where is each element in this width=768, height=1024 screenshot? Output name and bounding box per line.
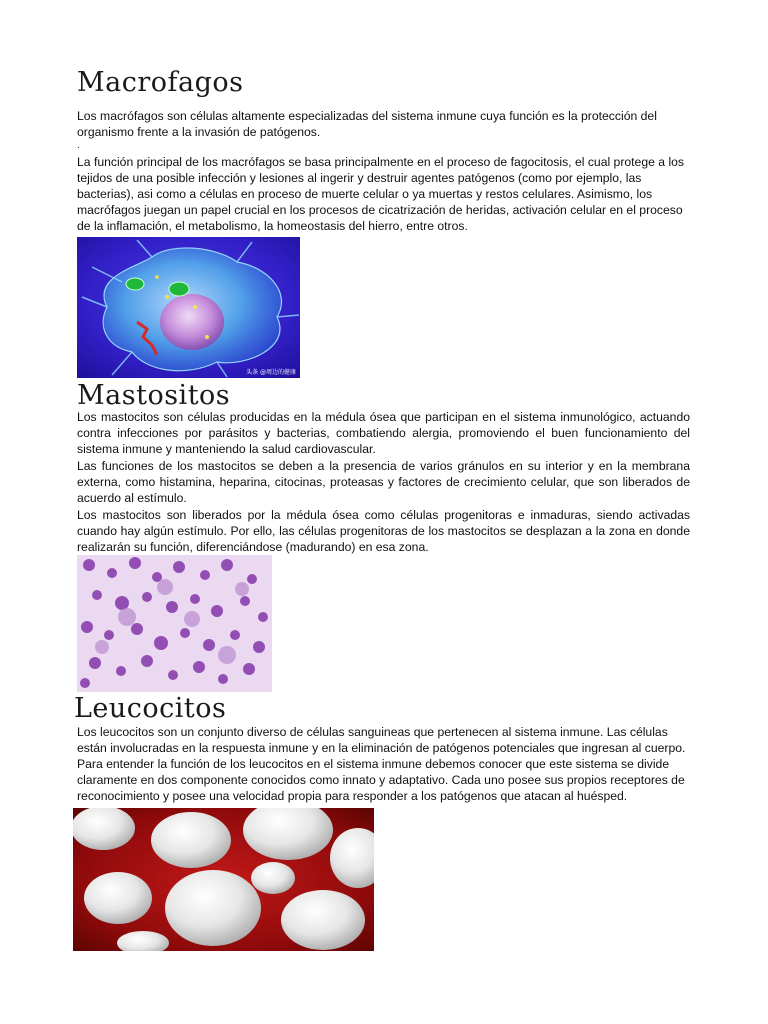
macrophage-illustration: [77, 237, 300, 378]
macrofagos-paragraph-1: Los macrófagos son células altamente especializadas del sistema inmune cuya función es la protección del organismo frente a la invasión de patógenos.: [77, 109, 657, 139]
mast-cells-illustration: [77, 555, 272, 692]
macrophage-image: [77, 237, 300, 378]
heading-macrofagos: Macrofagos: [77, 67, 244, 98]
leucocitos-paragraph-1: Los leucocitos son un conjunto diverso de células sanguineas que pertenecen al sistema inmune. Las células están involucradas en la respuesta inmune y en la eliminación de patógenos potenciales que ingresan al cuerpo. Para entender la función de los leucocitos en el sistema inmune debemos conocer que este sistema se divide claramente en dos componente conocidos como innato y adaptativo. Cada uno posee sus propios receptores de reconocimiento y posee una velocidad propia para responder a los patógenos que atacan al huésped.: [77, 725, 686, 803]
heading-mastositos: Mastositos: [77, 380, 231, 411]
heading-leucocitos: Leucocitos: [74, 693, 227, 724]
blood-cells-image: [73, 808, 374, 951]
mastositos-paragraph-2: Las funciones de los mastocitos se deben a la presencia de varios gránulos en su interior y en la membrana externa, como histamina, heparina, citocinas, proteasas y factores de crecimiento celular, que son liberados de acuerdo al estímulo.: [77, 459, 690, 505]
separator-dot: .: [77, 140, 80, 151]
blood-cells-illustration: [73, 808, 374, 951]
macrofagos-paragraph-2: La función principal de los macrófagos se basa principalmente en el proceso de fagocitosis, el cual protege a los tejidos de una posible infección y lesiones al ingerir y destruir agentes patógenos (como por ejemplo, las bacterias), asi como a células en proceso de muerte celular o ya muertas y restos celulares. Asimismo, los macrófagos juegan un papel crucial en los procesos de cicatrización de heridas, activación celular en el proceso de la inflamación, el metabolismo, la homeostasis del hierro, entre otros.: [77, 155, 685, 233]
mast-cells-micrograph: [77, 555, 272, 692]
macrophage-image-caption: 头条 @周边的健康: [246, 369, 296, 376]
mastositos-paragraph-1: Los mastocitos son células producidas en la médula ósea que participan en el sistema inmunológico, actuando contra infecciones por parásitos y bacterias, combatiendo alergia, promoviendo el buen funcionamiento del sistema inmune y manteniendo la salud cardiovascular.: [77, 410, 690, 456]
mastositos-paragraph-3: Los mastocitos son liberados por la médula ósea como células progenitoras e inmaduras, siendo activadas cuando hay algún estímulo. Por ello, las células progenitoras de los mastocitos se desplazan a la zona en donde realizarán su función, diferenciándose (madurando) en esa zona.: [77, 508, 690, 554]
